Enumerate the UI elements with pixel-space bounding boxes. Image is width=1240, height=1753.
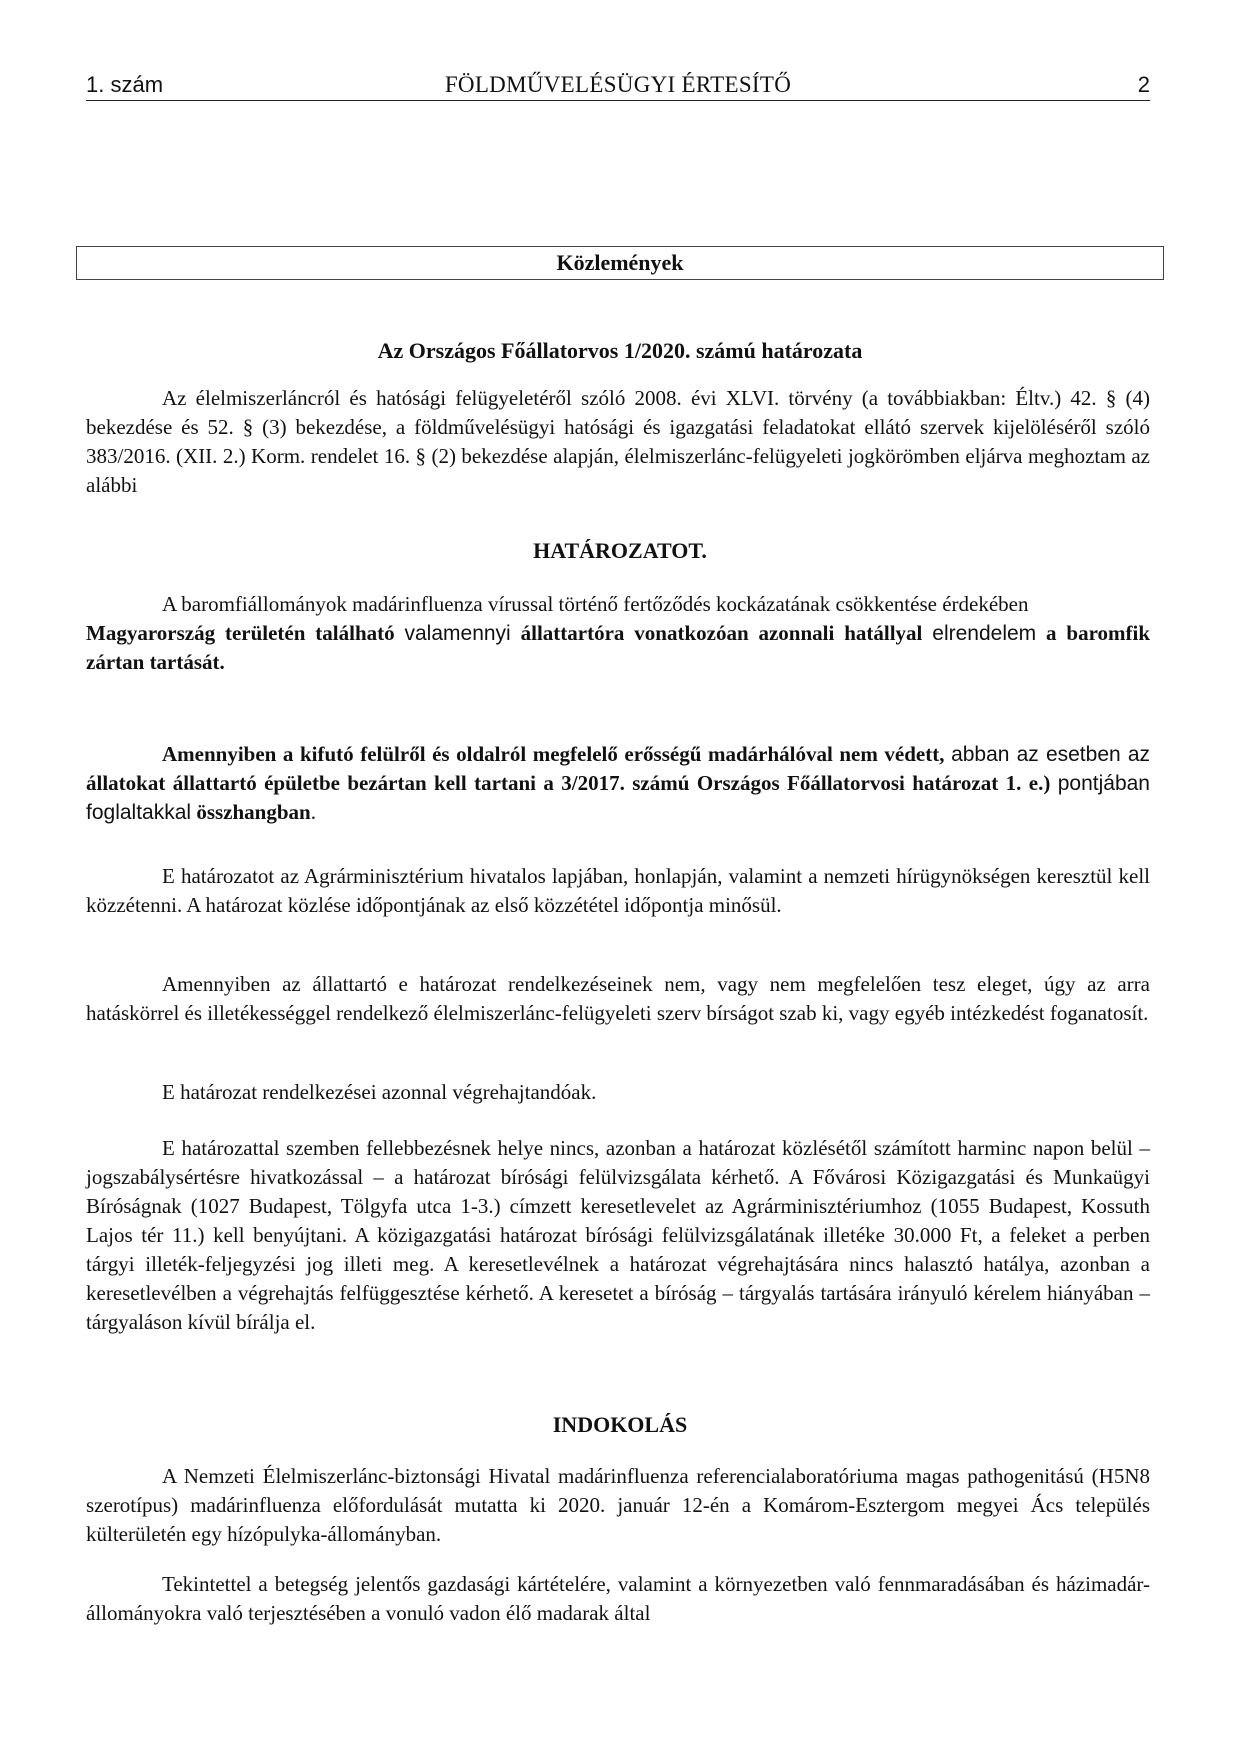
order-part-1: Magyarország területén található (86, 621, 395, 645)
justification-paragraph-1 (86, 1462, 1150, 1549)
appeal-paragraph (86, 1134, 1150, 1337)
publication-text: E határozatot az Agrárminisztérium hivatalos lapjában, honlapján, valamint a nemzeti hírügynökségen keresztül kell közzétenni. A határozat közlése időpontjának az első közzététel időpontja minősül. (86, 864, 1150, 917)
journal-title: FÖLDMŰVELÉSÜGYI ÉRTESÍTŐ (444, 72, 792, 97)
condition-part-5: összhangban (196, 800, 311, 824)
enforcement-text: E határozat rendelkezései azonnal végrehajtandóak. (162, 1080, 597, 1104)
appeal-text: E határozattal szemben fellebbezésnek helye nincs, azonban a határozat közlésétől számított harminc napon belül – jogszabálysértésre hivatkozással – a határozat bírósági felülvizsgálata kérhető. A Fővárosi Közigazgatási és Munkaügyi Bíróságnak (1027 Budapest, Tölgyfa utca 1-3.) címzett keresetlevelet az Agrárminisztériumhoz (1055 Budapest, Kossuth Lajos tér 11.) kell benyújtani. A közigazgatási határozat bírósági felülvizsgálatának illetéke 30.000 Ft, a feleket a perben tárgyi illeték-feljegyzési jog illeti meg. A keresetlevélnek a határozat végrehajtására nincs halasztó hatálya, azonban a keresetlevélben a végrehajtás felfüggesztése kérhető. A keresetet a bíróság – tárgyalás tartására irányuló kérelem hiányában – tárgyaláson kívül bírálja el. (86, 1136, 1150, 1334)
decision-title: Az Országos Főállatorvos 1/2020. számú határozata (377, 338, 863, 363)
order-part-3: állattartóra vonatkozóan azonnali hatállyal (520, 621, 923, 645)
justification-text-1: A Nemzeti Élelmiszerlánc-biztonsági Hivatal madárinfluenza referencialaboratóriuma magas pathogenitású (H5N8 szerotípus) madárinfluenza előfordulását mutatta ki 2020. január 12-én a Komárom-Esztergom megyei Ács település külterületén egy hízópulyka-állományban. (86, 1464, 1150, 1546)
justification-text-2: Tekintettel a betegség jelentős gazdasági kártételére, valamint a környezetben való fennmaradásában és házimadár-állományokra való terjesztésében a vonuló vadon élő madarak által (86, 1572, 1150, 1625)
intro-text: Az élelmiszerláncról és hatósági felügyeletéről szóló 2008. évi XLVI. törvény (a továbbiakban: Éltv.) 42. § (4) bekezdése és 52. § (3) bekezdése, a földművelésügyi hatósági és igazgatási feladatokat ellátó szervek kijelöléséről szóló 383/2016. (XII. 2.) Korm. rendelet 16. § (2) bekezdése alapján, élelmiszerlánc-felügyeleti jogkörömben eljárva meghoztam az alábbi (86, 386, 1150, 497)
order-part-2: valamennyi (404, 622, 511, 645)
section-title: Közlemények (556, 250, 684, 275)
order-part-5: a baromfik zártan tartását. (86, 621, 1151, 674)
issue-number: 1. szám (86, 72, 164, 97)
decision-heading: HATÁROZATOT. (533, 538, 707, 563)
condition-part-3: állatokat állattartó épületbe bezártan kell tartani a 3/2017. számú Országos Főállatorvosi határozat 1. e.) (86, 771, 1051, 795)
penalty-text: Amennyiben az állattartó e határozat rendelkezéseinek nem, vagy nem megfelelően tesz eleget, úgy az arra hatáskörrel és illetékességgel rendelkező élelmiszerlánc-felügyeleti szerv bírságot szab ki, vagy egyéb intézkedést foganatosít. (86, 972, 1150, 1025)
condition-part-2: abban az esetben az (951, 743, 1151, 766)
section-title-box (76, 246, 1164, 280)
page-header (86, 72, 1150, 101)
order-intro: A baromfiállományok madárinfluenza vírussal történő fertőződés kockázatának csökkentése érdekében (162, 592, 1029, 616)
intro-paragraph (86, 384, 1150, 500)
page-number: 2 (1137, 72, 1150, 97)
condition-part-1: Amennyiben a kifutó felülről és oldalról megfelelő erősségű madárhálóval nem védett, (162, 742, 945, 766)
enforcement-paragraph (86, 1078, 1150, 1107)
order-part-4: elrendelem (932, 622, 1037, 645)
justification-heading: INDOKOLÁS (552, 1412, 688, 1437)
condition-part-4: pontjában foglaltakkal (86, 772, 1150, 824)
order-paragraph (86, 590, 1150, 677)
condition-paragraph: Amennyiben a kifutó felülről és oldalról megfelelő erősségű madárhálóval nem védett, abban az esetben az állatokat állattartó épületbe bezártan kell tartani a 3/2017. számú Országos Főállatorvosi határozat 1. e.) pontjában foglaltakkal összhangban. (86, 742, 1151, 824)
publication-paragraph (86, 862, 1150, 920)
penalty-paragraph (86, 970, 1150, 1028)
justification-paragraph-2 (86, 1570, 1150, 1628)
